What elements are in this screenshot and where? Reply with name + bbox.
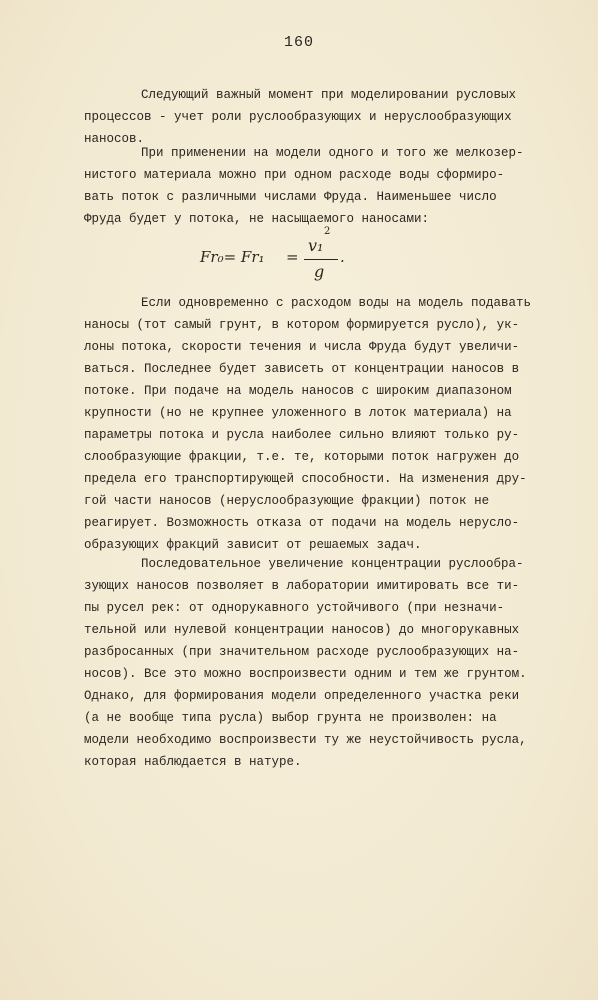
text-line: слообразующие фракции, т.е. те, которыми поток нагружен до [84, 450, 520, 464]
text-line: наносы (тот самый грунт, в котором формируется русло), ук- [84, 318, 520, 332]
page-number: 160 [283, 34, 314, 51]
text-line: предела его транспортирующей способности. На изменения дру- [84, 472, 527, 486]
text-line: вать поток с различными числами Фруда. Наименьшее число [84, 190, 497, 204]
formula-lhs: Fr₀= Fr₁ [200, 248, 265, 266]
text-line: носов). Все это можно воспроизвести одним и тем же грунтом. [84, 667, 527, 681]
text-line: нистого материала можно при одном расходе воды сформиро- [84, 168, 505, 182]
formula-exponent: 2 [324, 226, 331, 237]
text-line: Последовательное увеличение концентрации руслообра- [141, 557, 524, 571]
text-line: Если одновременно с расходом воды на модель подавать [141, 296, 532, 310]
formula-equals: = [286, 248, 299, 266]
text-line: модели необходимо воспроизвести ту же неустойчивость русла, [84, 733, 527, 747]
text-line: потоке. При подаче на модель наносов с широким диапазоном [84, 384, 512, 398]
text-line: зующих наносов позволяет в лаборатории имитировать все ти- [84, 579, 520, 593]
text-line: Фруда будет у потока, не насыщаемого наносами: [84, 212, 430, 226]
text-line: тельной или нулевой концентрации наносов) до многорукавных [84, 623, 520, 637]
text-line: Следующий важный момент при моделировании русловых [141, 88, 517, 102]
text-line: ваться. Последнее будет зависеть от концентрации наносов в [84, 362, 520, 376]
text-line: разбросанных (при значительном расходе руслообразующих на- [84, 645, 520, 659]
text-line: гой части наносов (неруслообразующие фракции) поток не [84, 494, 490, 508]
formula-period: . [340, 248, 345, 266]
text-line: лоны потока, скорости течения и числа Фруда будут увеличи- [84, 340, 520, 354]
text-line: наносов. [84, 132, 145, 146]
text-line: образующих фракций зависит от решаемых задач. [84, 538, 422, 552]
text-line: пы русел рек: от однорукавного устойчивого (при незначи- [84, 601, 505, 615]
text-line: Однако, для формирования модели определенного участка реки [84, 689, 520, 703]
text-line: реагирует. Возможность отказа от подачи на модель нерусло- [84, 516, 520, 530]
formula-numerator: v₁ [308, 236, 324, 255]
fraction-bar [304, 259, 338, 260]
text-line: крупности (но не крупнее уложенного в лоток материала) на [84, 406, 512, 420]
froude-formula [200, 226, 360, 292]
text-line: параметры потока и русла наиболее сильно влияют только ру- [84, 428, 520, 442]
text-line: (а не вообще типа русла) выбор грунта не произволен: на [84, 711, 497, 725]
text-line: При применении на модели одного и того же мелкозер- [141, 146, 524, 160]
formula-denominator: g [314, 262, 325, 281]
text-line: процессов - учет роли руслообразующих и неруслообразующих [84, 110, 512, 124]
text-line: которая наблюдается в натуре. [84, 755, 302, 769]
